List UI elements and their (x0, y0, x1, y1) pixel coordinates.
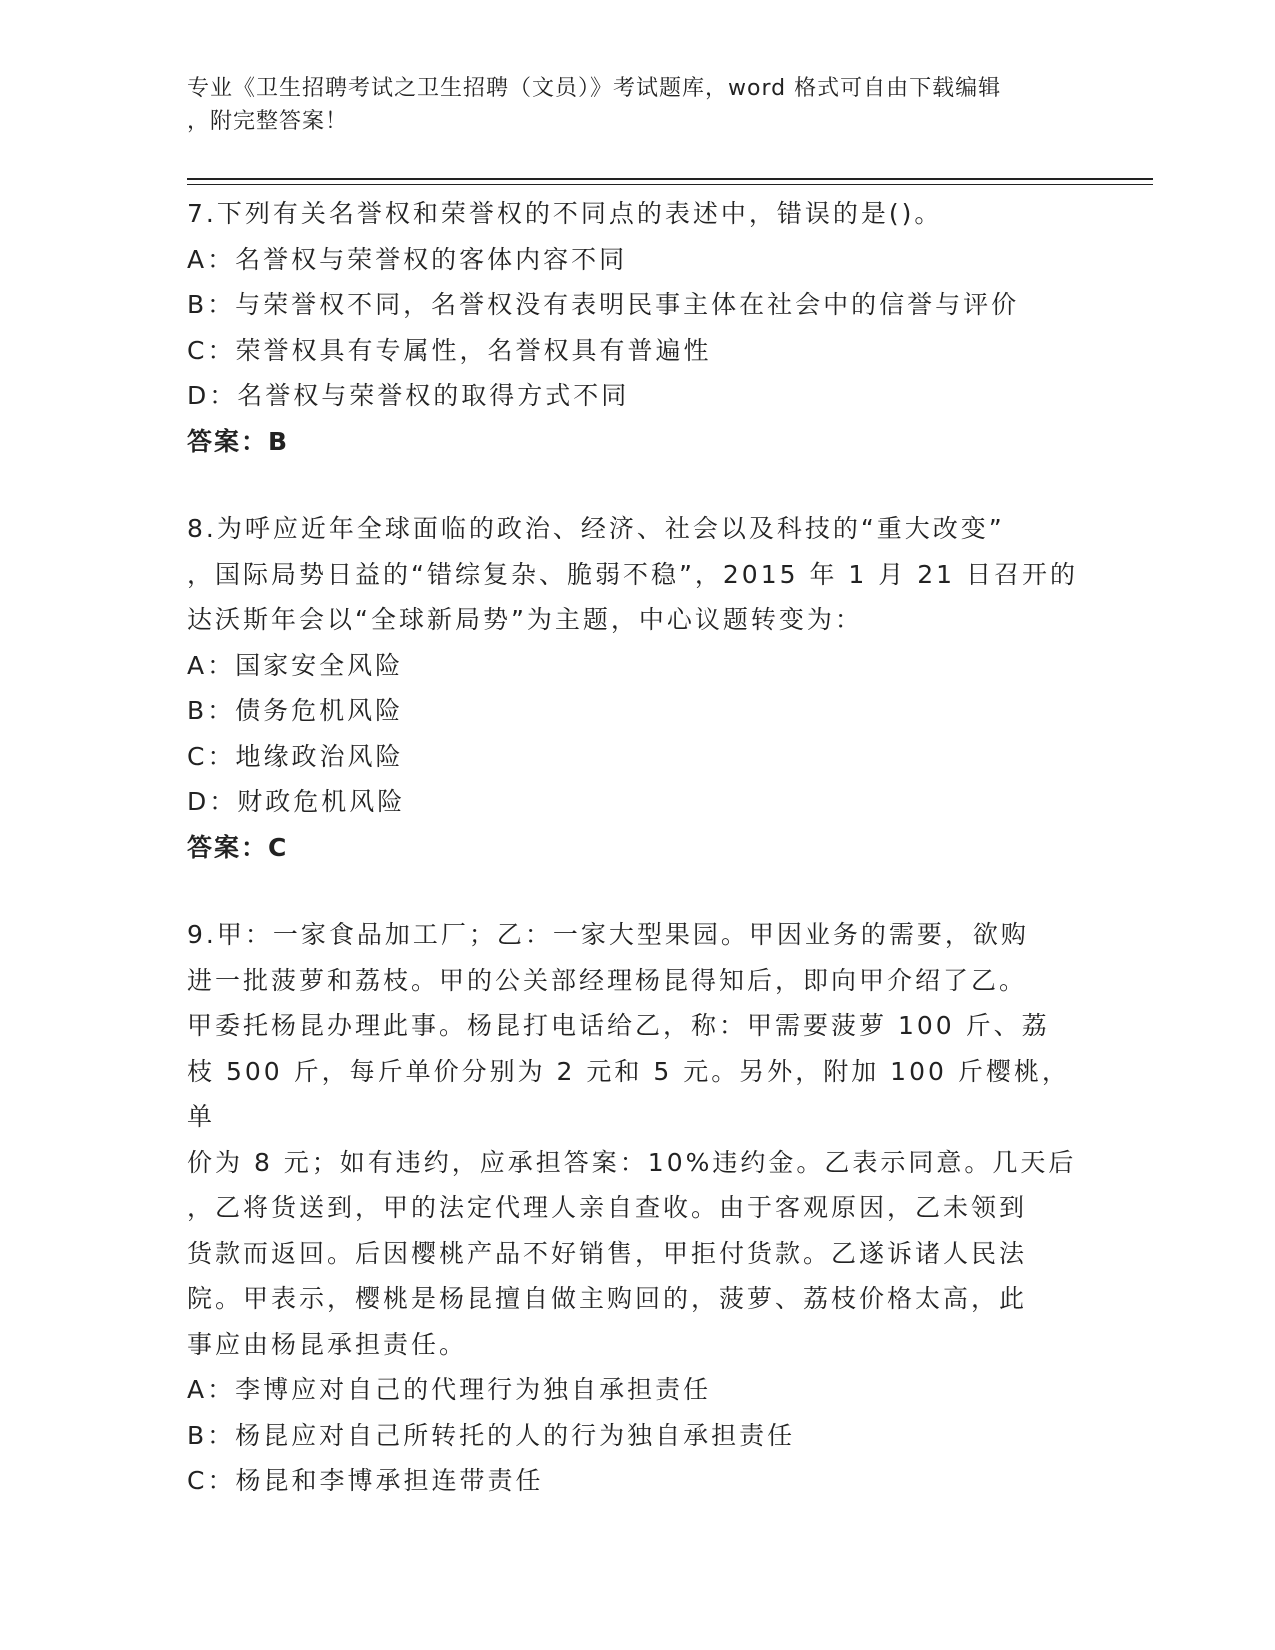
option-b: B：债务危机风险 (187, 696, 404, 725)
question-stem: 7.下列有关名誉权和荣誉权的不同点的表述中，错误的是()。 (187, 199, 943, 228)
question-stem-line-2: ，国际局势日益的“错综复杂、脆弱不稳”，2015 年 1 月 21 日召开的 (187, 559, 1078, 589)
header-divider-thin (187, 184, 1153, 185)
option-c: C：荣誉权具有专属性，名誉权具有普遍性 (187, 335, 712, 365)
question-stem-line-5: 价为 8 元；如有违约，应承担答案：10%违约金。乙表示同意。几天后 (187, 1147, 1077, 1177)
option-a: A：名誉权与荣誉权的客体内容不同 (187, 244, 628, 274)
question-spacer (187, 870, 1087, 912)
question-stem-line-1: 8.为呼应近年全球面临的政治、经济、社会以及科技的“重大改变” (187, 514, 1005, 543)
question-list (187, 191, 1087, 1504)
header-line-1: 专业《卫生招聘考试之卫生招聘（文员）》考试题库，word 格式可自由下载编辑 (187, 76, 1002, 101)
question-8 (187, 506, 1087, 870)
question-stem-line-3: 甲委托杨昆办理此事。杨昆打电话给乙，称：甲需要菠萝 100 斤、荔 (187, 1011, 1050, 1040)
option-c: C：地缘政治风险 (187, 741, 404, 771)
option-d: D：名誉权与荣誉权的取得方式不同 (187, 381, 630, 410)
question-stem-line-3: 达沃斯年会以“全球新局势”为主题，中心议题转变为： (187, 605, 863, 634)
option-a: A：国家安全风险 (187, 650, 404, 680)
question-7 (187, 191, 1087, 464)
question-stem-line-6: ，乙将货送到，甲的法定代理人亲自查收。由于客观原因，乙未领到 (187, 1193, 1028, 1222)
answer: 答案：C (187, 832, 289, 862)
header-divider-thick (187, 178, 1153, 180)
document-header (187, 72, 1067, 138)
option-d: D：财政危机风险 (187, 787, 406, 816)
option-b: B：杨昆应对自己所转托的人的行为独自承担责任 (187, 1420, 796, 1450)
question-spacer (187, 464, 1087, 506)
question-9 (187, 912, 1087, 1504)
option-a: A：李博应对自己的代理行为独自承担责任 (187, 1375, 712, 1404)
question-stem-line-4: 枝 500 斤，每斤单价分别为 2 元和 5 元。另外，附加 100 斤樱桃，单 (187, 1056, 1070, 1131)
question-stem-line-8: 院。甲表示，樱桃是杨昆擅自做主购回的，菠萝、荔枝价格太高，此 (187, 1284, 1028, 1313)
question-stem-line-1: 9.甲：一家食品加工厂；乙：一家大型果园。甲因业务的需要，欲购 (187, 920, 1029, 949)
option-c: C：杨昆和李博承担连带责任 (187, 1466, 544, 1495)
header-line-2: ，附完整答案！ (187, 109, 349, 134)
question-stem-line-9: 事应由杨昆承担责任。 (187, 1329, 468, 1359)
question-stem-line-7: 货款而返回。后因樱桃产品不好销售，甲拒付货款。乙遂诉诸人民法 (187, 1238, 1028, 1268)
option-b: B：与荣誉权不同，名誉权没有表明民事主体在社会中的信誉与评价 (187, 290, 1020, 319)
answer: 答案：B (187, 426, 290, 456)
question-stem-line-2: 进一批菠萝和荔枝。甲的公关部经理杨昆得知后，即向甲介绍了乙。 (187, 965, 1028, 995)
